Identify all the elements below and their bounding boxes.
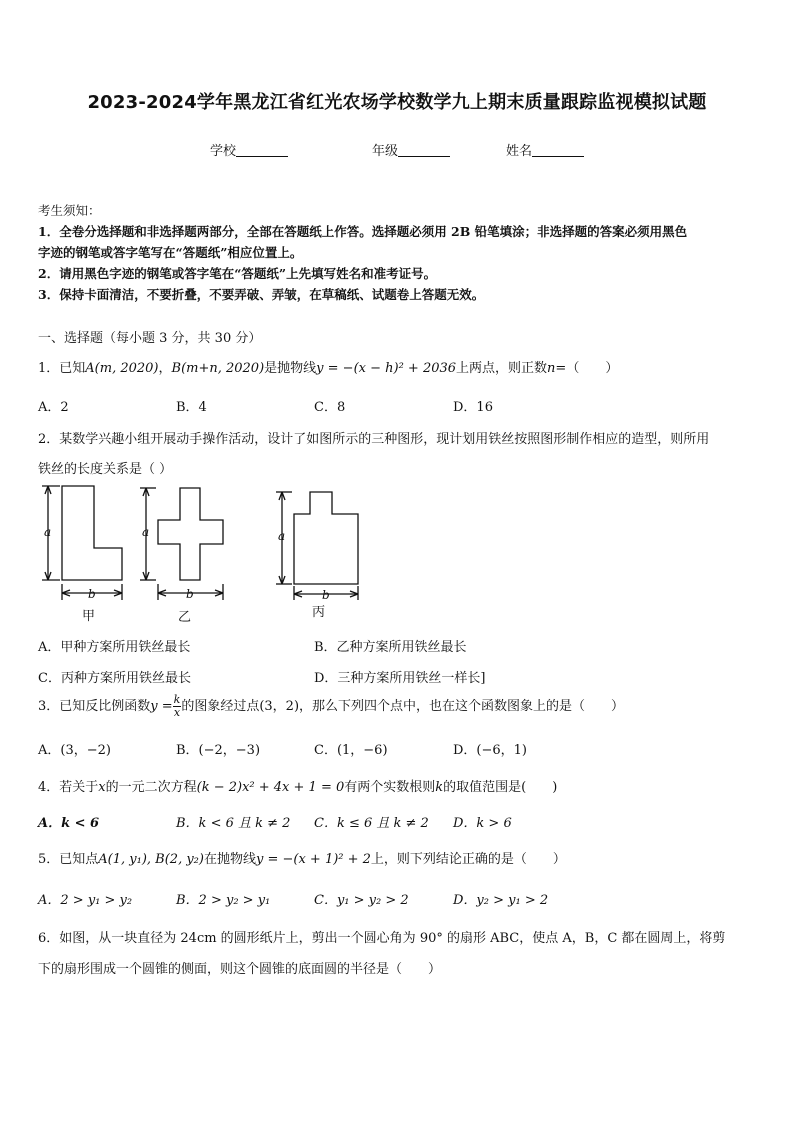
label-jia: 甲	[82, 609, 96, 624]
label-b-jia: b	[88, 587, 96, 601]
shape-jia	[62, 486, 122, 580]
question-6-line-2: 下的扇形围成一个圆锥的侧面，则这个圆锥的底面圆的半径是（ ）	[38, 962, 442, 977]
notice-item-3: 3．保持卡面清洁，不要折叠，不要弄破、弄皱，在草稿纸、试题卷上答题无效。	[38, 287, 485, 302]
grade-blank	[398, 143, 450, 157]
label-a-jia: a	[44, 525, 52, 539]
grade-field	[372, 140, 450, 159]
q4-option-d: D．k > 6	[453, 816, 512, 831]
question-4	[38, 776, 557, 795]
name-field	[506, 140, 584, 159]
question-1	[38, 357, 618, 376]
notice-item-2: 2．请用黑色字迹的钢笔或答字笔在“答题纸”上先填写姓名和准考证号。	[38, 266, 437, 281]
shape-yi	[158, 488, 223, 580]
notice-item-1-cont: 字迹的钢笔或答字笔写在“答题纸”相应位置上。	[38, 245, 303, 260]
question-6-line-1: 6．如图，从一块直径为 24cm 的圆形纸片上，剪出一个圆心角为 90° 的扇形 ABC，使点 A，B，C 都在圆周上，将剪	[38, 931, 726, 946]
name-blank	[532, 143, 584, 157]
grade-label: 年级	[372, 144, 399, 159]
q4-k: k	[435, 780, 444, 795]
label-a-yi: a	[142, 525, 150, 539]
label-b-bing: b	[322, 588, 330, 602]
q1-option-d: D．16	[453, 400, 493, 415]
q5-option-d: D．y₂ > y₁ > 2	[453, 893, 549, 908]
q2-option-a: A．甲种方案所用铁丝最长	[38, 640, 191, 655]
q5-mid: 在抛物线	[203, 852, 256, 867]
q5-points: A(1, y₁), B(2, y₂)	[98, 852, 204, 867]
q4-option-b: B．k < 6 且 k ≠ 2	[176, 816, 291, 831]
q2-figure	[36, 480, 376, 626]
name-label: 姓名	[506, 144, 533, 159]
q1-num: 1．已知	[38, 361, 86, 376]
q1-end: =（ ）	[555, 361, 619, 376]
question-2-line-2: 铁丝的长度关系是（ ）	[38, 462, 173, 477]
q1-point-b: B(m+n, 2020)	[171, 361, 265, 376]
question-3	[38, 694, 624, 719]
q2-option-b: B．乙种方案所用铁丝最长	[314, 640, 467, 655]
q3-option-d: D．(−6，1)	[453, 743, 528, 758]
q5-equation: y = −(x + 1)² + 2	[255, 852, 371, 867]
label-yi: 乙	[178, 610, 192, 625]
school-blank	[236, 143, 288, 157]
q3-option-a: A．(3，−2)	[38, 743, 111, 758]
label-bing: 丙	[312, 605, 326, 620]
q1-option-b: B．4	[176, 400, 207, 415]
q4-post-2: 的取值范围是( )	[443, 780, 558, 795]
question-5	[38, 848, 566, 867]
q1-option-c: C．8	[314, 400, 346, 415]
q5-pre: 5．已知点	[38, 852, 99, 867]
q4-option-a: A．k < 6	[38, 816, 100, 831]
school-label: 学校	[210, 144, 237, 159]
q1-sep: ，	[158, 361, 172, 376]
q2-option-d: D．三种方案所用铁丝一样长]	[314, 671, 486, 686]
q4-equation: (k − 2)x² + 4x + 1 = 0	[196, 780, 345, 795]
school-field	[210, 140, 288, 159]
q5-option-c: C．y₁ > y₂ > 2	[314, 893, 409, 908]
q5-option-a: A．2 > y₁ > y₂	[38, 893, 133, 908]
q5-post: 上，则下列结论正确的是（ ）	[370, 852, 566, 867]
q4-option-c: C．k ≤ 6 且 k ≠ 2	[314, 816, 429, 831]
q3-post: 的图象经过点(3，2)，那么下列四个点中，也在这个函数图象上的是（ ）	[181, 699, 625, 714]
q4-x: x	[98, 780, 106, 795]
q3-numerator: k	[173, 693, 181, 706]
q1-equation: y = −(x − h)² + 2036	[316, 361, 457, 376]
notice-item-1: 1．全卷分选择题和非选择题两部分，全部在答题纸上作答。选择题必须用 2B 铅笔填涂；非选择题的答案必须用黑色	[38, 224, 688, 239]
notice-heading: 考生须知：	[38, 203, 101, 218]
q3-option-b: B．(−2，−3)	[176, 743, 261, 758]
section-heading: 一、选择题（每小题 3 分，共 30 分）	[38, 331, 262, 346]
label-a-bing: a	[278, 529, 286, 543]
question-2-line-1: 2．某数学兴趣小组开展动手操作活动，设计了如图所示的三种图形，现计划用铁丝按照图形制作相应的造型，则所用	[38, 432, 710, 447]
q3-pre: 3．已知反比例函数	[38, 699, 151, 714]
q1-point-a: A(m, 2020)	[85, 361, 159, 376]
q1-option-a: A．2	[38, 400, 69, 415]
q3-option-c: C．(1，−6)	[314, 743, 388, 758]
exam-title: 2023-2024学年黑龙江省红光农场学校数学九上期末质量跟踪监视模拟试题	[87, 92, 707, 113]
q1-mid: 是抛物线	[264, 361, 317, 376]
shape-bing	[294, 492, 358, 584]
q1-tail: 上两点，则正数	[456, 361, 548, 376]
q1-n: n	[547, 361, 556, 376]
q3-denominator: x	[173, 706, 181, 719]
label-b-yi: b	[186, 587, 194, 601]
q5-option-b: B．2 > y₂ > y₁	[176, 893, 271, 908]
q3-y: y =	[150, 699, 173, 714]
q2-option-c: C．丙种方案所用铁丝最长	[38, 671, 191, 686]
q4-mid: 的一元二次方程	[105, 780, 197, 795]
q4-pre: 4．若关于	[38, 780, 99, 795]
q4-post-1: 有两个实数根则	[344, 780, 436, 795]
